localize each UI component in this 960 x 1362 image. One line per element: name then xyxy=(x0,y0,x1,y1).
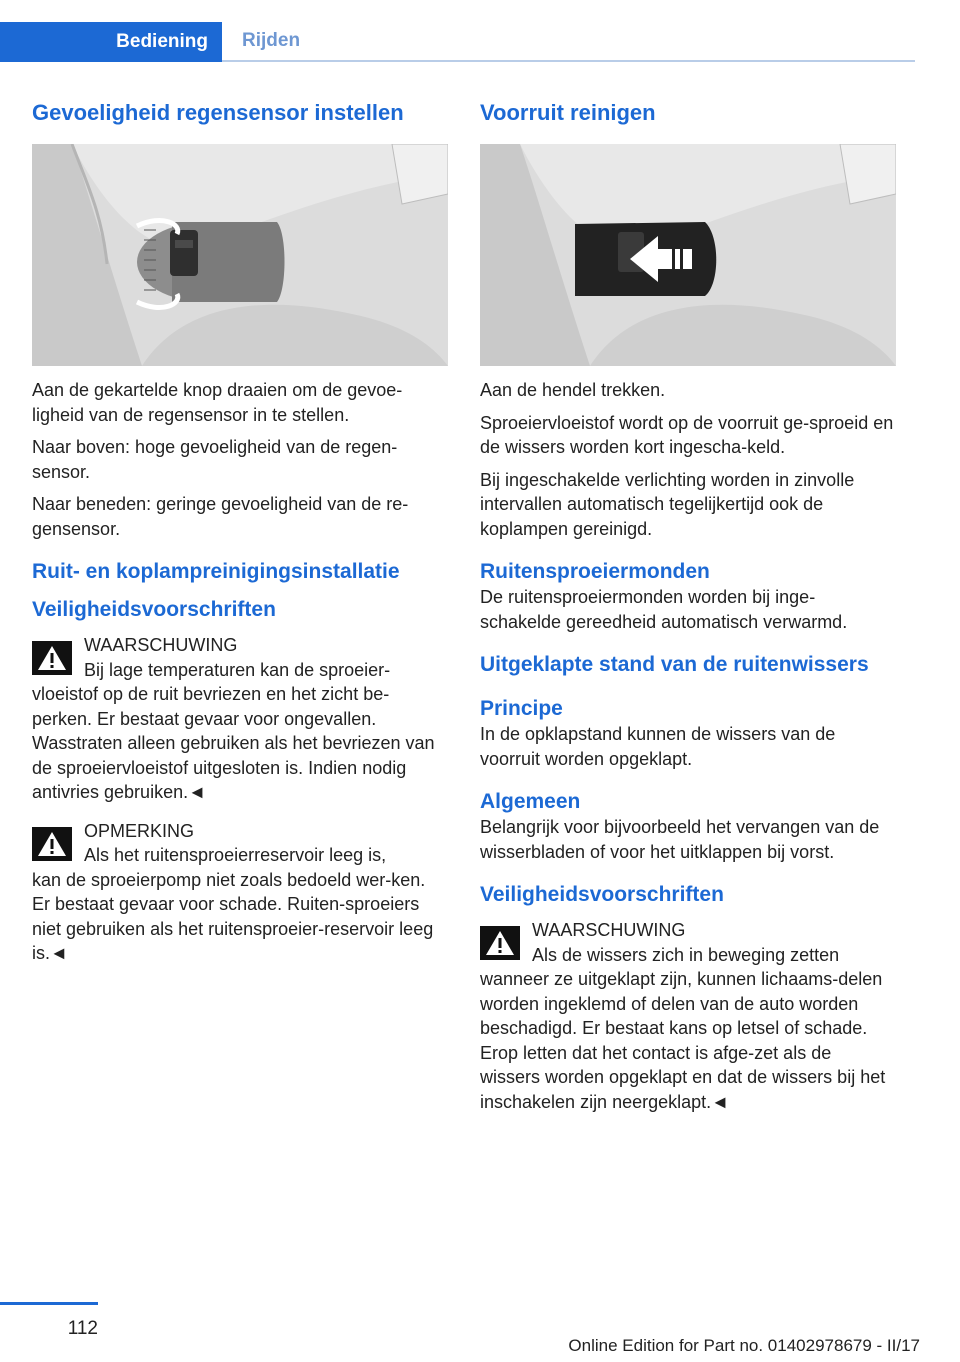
note-text: kan de sproeierpomp niet zoals bedoeld wer-ken. Er bestaat gevaar voor schade. Ruiten-sproeiers niet gebruiken als het ruitensproeier-reservoir leeg is.◄ xyxy=(32,869,434,963)
warning-triangle-icon xyxy=(480,926,520,960)
warning-1-title: WAARSCHUWING xyxy=(84,635,238,655)
note-block xyxy=(32,819,448,868)
rain-sensor-image xyxy=(32,144,448,366)
wiper-lever-image xyxy=(480,144,896,366)
note-line1: Als het ruitensproeierreservoir leeg is, xyxy=(84,845,387,865)
heading-safety-right: Veiligheidsvoorschriften xyxy=(480,883,724,906)
left-paragraph-3: Naar beneden: geringe gevoeligheid van de re-gensensor. xyxy=(32,494,409,539)
heading-rain-sensor: Gevoeligheid regensensor instellen xyxy=(32,100,404,125)
warning-right-line1: Als de wissers zich in beweging zetten xyxy=(532,944,840,965)
note-title: OPMERKING xyxy=(84,820,195,841)
heading-general: Algemeen xyxy=(480,790,581,813)
right-column xyxy=(480,100,896,1114)
warning-triangle-icon xyxy=(32,827,72,861)
right-paragraph-1: Aan de hendel trekken. xyxy=(480,380,666,400)
tab-rijden[interactable]: Rijden xyxy=(222,22,915,62)
warning-right-title: WAARSCHUWING xyxy=(532,920,686,940)
heading-principle: Principe xyxy=(480,697,563,720)
warning-1-line1: Bij lage temperaturen kan de sproeier- xyxy=(84,659,391,680)
left-paragraph-2: Naar boven: hoge gevoeligheid van de regen-sensor. xyxy=(32,437,398,482)
warning-1-text: vloeistof op de ruit bevriezen en het zicht be-perken. Er bestaat gevaar voor ongevallen. Wasstraten alleen gebruiken als het bevriezen van de sproeiervloeistof uitgesloten is. Indien nodig antivries gebruiken.◄ xyxy=(32,684,435,802)
heading-wash-system: Ruit- en koplampreinigingsinstallatie xyxy=(32,560,400,583)
right-paragraph-2: Sproeiervloeistof wordt op de voorruit ge-sproeid en de wissers worden kort ingescha-keld. xyxy=(480,412,894,457)
footer-rule xyxy=(0,1302,98,1305)
right-paragraph-6: Belangrijk voor bijvoorbeeld het vervangen van de wisserbladen of voor het uitklappen bij vorst. xyxy=(480,817,880,862)
warning-right-text: wanneer ze uitgeklapt zijn, kunnen lichaams-delen worden ingeklemd of delen van de auto worden beschadigd. Er bestaat kans op letsel of schade. Erop letten dat het contact is afge-zet als de wissers worden opgeklapt en dat de wissers bij het inschakelen zijn neergeklapt.◄ xyxy=(480,969,886,1112)
header-tabs xyxy=(0,22,895,62)
page-number: 112 xyxy=(67,1318,98,1339)
warning-block-right xyxy=(480,918,896,967)
left-column xyxy=(32,100,448,966)
tab-bediening[interactable]: Bediening xyxy=(0,22,222,62)
warning-block-1 xyxy=(32,633,448,682)
warning-triangle-icon xyxy=(32,641,72,675)
heading-wiper-position: Uitgeklapte stand van de ruitenwissers xyxy=(480,653,869,676)
left-paragraph-1: Aan de gekartelde knop draaien om de gevoe-ligheid van de regensensor in te stellen. xyxy=(32,380,403,425)
right-paragraph-5: In de opklapstand kunnen de wissers van de voorruit worden opgeklapt. xyxy=(480,724,836,769)
edition-line: Online Edition for Part no. 01402978679 - II/17 xyxy=(568,1336,920,1355)
heading-safety-left: Veiligheidsvoorschriften xyxy=(32,598,276,621)
heading-nozzles: Ruitensproeiermonden xyxy=(480,560,710,583)
heading-clean-windshield: Voorruit reinigen xyxy=(480,100,656,125)
right-paragraph-4: De ruitensproeiermonden worden bij inge-schakelde gereedheid automatisch verwarmd. xyxy=(480,587,848,632)
right-paragraph-3: Bij ingeschakelde verlichting worden in zinvolle intervallen automatisch tegelijkertijd ook de koplampen gereinigd. xyxy=(480,469,855,539)
